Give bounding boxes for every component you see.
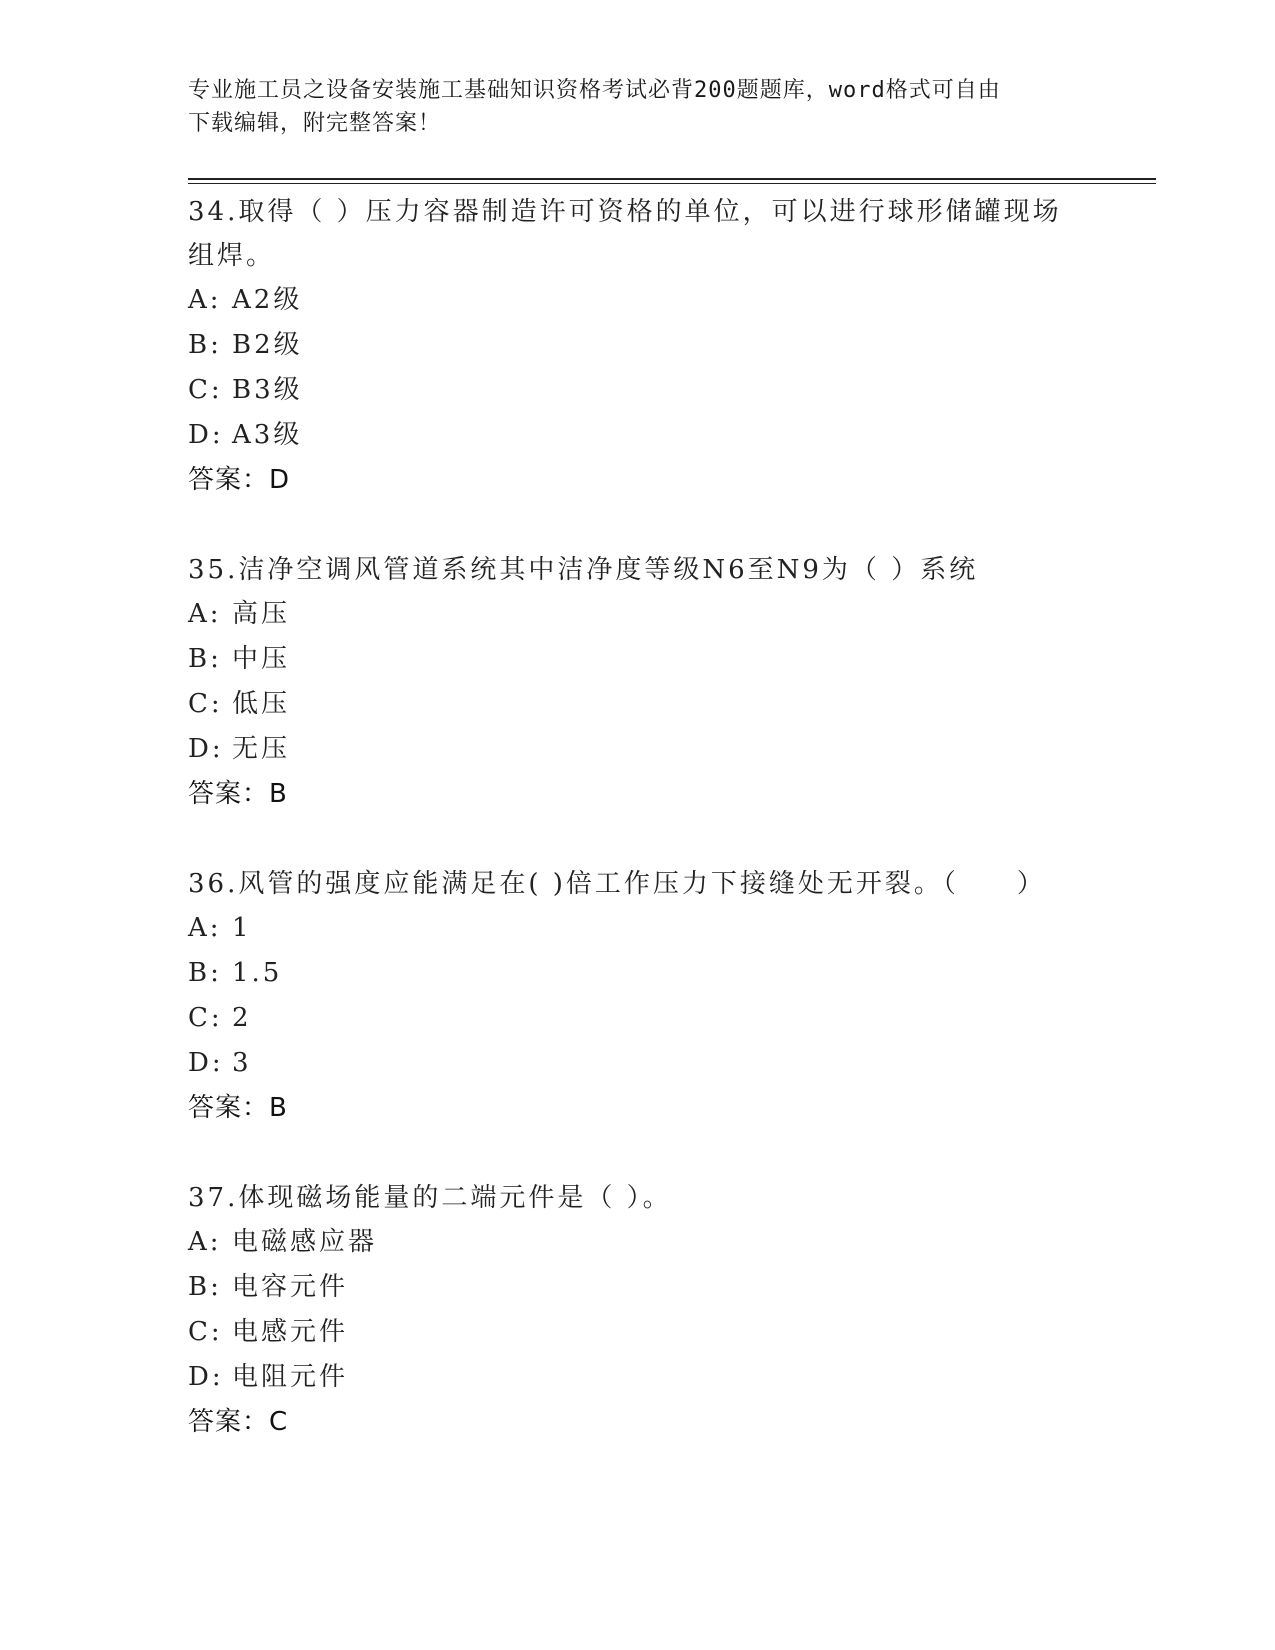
answer: 答案：D bbox=[188, 465, 291, 495]
question-text: 34.取得（ ）压力容器制造许可资格的单位，可以进行球形储罐现场组焊。 bbox=[188, 197, 1062, 271]
option-text: A3级 bbox=[232, 420, 303, 450]
answer: 答案：C bbox=[188, 1407, 289, 1437]
option-key: A: bbox=[188, 913, 222, 943]
header-line-1: 专业施工员之设备安装施工基础知识资格考试必背200题题库，word格式可自由 bbox=[188, 78, 1001, 103]
option-b bbox=[188, 951, 1088, 996]
option-key: C: bbox=[188, 689, 223, 719]
option-a bbox=[188, 906, 1088, 951]
question-text: 36.风管的强度应能满足在( )倍工作压力下接缝处无开裂。（ ） bbox=[188, 869, 1046, 899]
option-d bbox=[188, 1355, 1088, 1400]
option-text: 低压 bbox=[232, 689, 291, 719]
option-text: 1.5 bbox=[232, 958, 283, 988]
question-text: 35.洁净空调风管道系统其中洁净度等级N6至N9为（ ）系统 bbox=[188, 555, 979, 585]
question-text: 37.体现磁场能量的二端元件是（ ）。 bbox=[188, 1183, 672, 1213]
option-d bbox=[188, 727, 1088, 772]
question-37 bbox=[188, 1176, 1088, 1445]
option-key: D: bbox=[188, 1048, 224, 1078]
option-key: B: bbox=[188, 958, 222, 988]
option-key: B: bbox=[188, 644, 222, 674]
option-text: 电容元件 bbox=[232, 1272, 349, 1302]
header-divider-thin bbox=[188, 183, 1156, 184]
option-text: B2级 bbox=[232, 330, 303, 360]
option-key: B: bbox=[188, 330, 222, 360]
question-35 bbox=[188, 548, 1088, 817]
option-b bbox=[188, 637, 1088, 682]
option-text: 中压 bbox=[232, 644, 291, 674]
option-text: B3级 bbox=[232, 375, 303, 405]
option-a bbox=[188, 278, 1088, 323]
option-key: D: bbox=[188, 420, 224, 450]
question-list bbox=[188, 190, 1088, 1490]
option-key: C: bbox=[188, 1003, 223, 1033]
question-34 bbox=[188, 190, 1088, 503]
option-key: B: bbox=[188, 1272, 222, 1302]
option-text: 1 bbox=[232, 913, 252, 943]
option-text: 电感元件 bbox=[232, 1317, 349, 1347]
option-text: A2级 bbox=[232, 285, 303, 315]
document-header bbox=[188, 74, 1088, 140]
option-text: 2 bbox=[232, 1003, 252, 1033]
option-text: 3 bbox=[232, 1048, 252, 1078]
header-line-2: 下载编辑，附完整答案！ bbox=[188, 111, 442, 136]
option-c bbox=[188, 996, 1088, 1041]
option-c bbox=[188, 1310, 1088, 1355]
answer: 答案：B bbox=[188, 779, 288, 809]
option-c bbox=[188, 368, 1088, 413]
option-key: D: bbox=[188, 1362, 224, 1392]
option-key: C: bbox=[188, 1317, 223, 1347]
option-key: A: bbox=[188, 1227, 222, 1257]
header-divider-thick bbox=[188, 178, 1156, 180]
option-b bbox=[188, 323, 1088, 368]
option-b bbox=[188, 1265, 1088, 1310]
option-d bbox=[188, 413, 1088, 458]
option-text: 无压 bbox=[232, 734, 291, 764]
option-a bbox=[188, 592, 1088, 637]
option-text: 高压 bbox=[232, 599, 291, 629]
option-text: 电阻元件 bbox=[232, 1362, 349, 1392]
option-key: A: bbox=[188, 599, 222, 629]
option-c bbox=[188, 682, 1088, 727]
option-key: D: bbox=[188, 734, 224, 764]
question-36 bbox=[188, 862, 1088, 1131]
option-a bbox=[188, 1220, 1088, 1265]
option-text: 电磁感应器 bbox=[232, 1227, 378, 1257]
option-key: C: bbox=[188, 375, 223, 405]
option-key: A: bbox=[188, 285, 222, 315]
option-d bbox=[188, 1041, 1088, 1086]
answer: 答案：B bbox=[188, 1093, 288, 1123]
